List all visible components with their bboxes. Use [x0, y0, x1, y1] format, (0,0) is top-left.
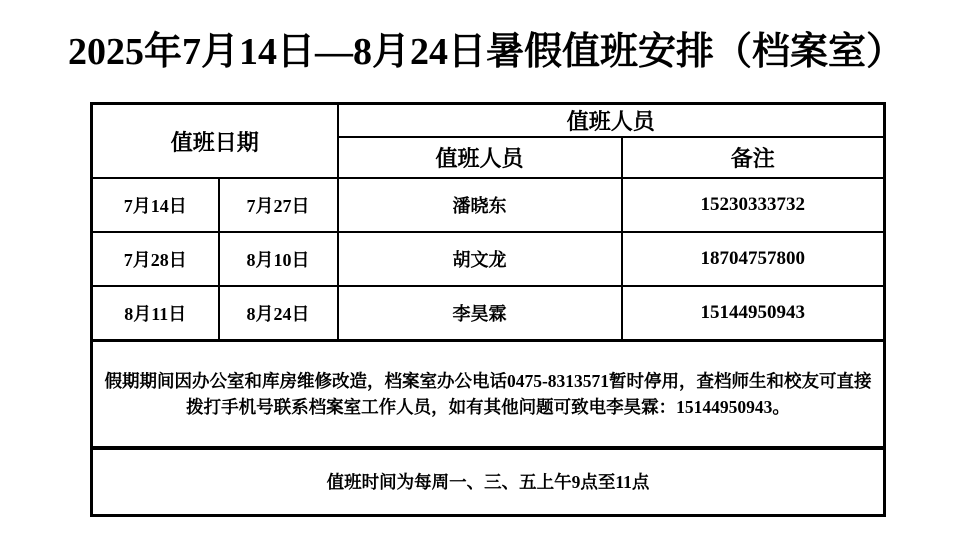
holiday-notice-line-2: 拨打手机号联系档案室工作人员，如有其他问题可致电李昊霖：15144950943。 [186, 396, 790, 417]
duty-end-date: 8月24日 [219, 286, 338, 340]
header-duty-staff-group: 值班人员 [338, 104, 885, 138]
duty-person-phone: 15230333732 [622, 178, 885, 232]
duty-time-row [92, 448, 885, 516]
table-row [92, 286, 885, 340]
header-row-top [92, 104, 885, 138]
header-duty-date: 值班日期 [92, 104, 338, 179]
duty-person-name: 潘晓东 [338, 178, 622, 232]
header-remarks: 备注 [622, 137, 885, 178]
table-row [92, 178, 885, 232]
duty-start-date: 8月11日 [92, 286, 219, 340]
header-duty-staff: 值班人员 [338, 137, 622, 178]
holiday-notice-row [92, 340, 885, 448]
duty-time-note: 值班时间为每周一、三、五上午9点至11点 [92, 448, 885, 516]
duty-schedule-table [90, 102, 886, 517]
holiday-notice-line-1: 假期期间因办公室和库房维修改造，档案室办公电话0475-8313571暂时停用，查档师生和校友可直接 [104, 370, 872, 391]
duty-person-phone: 18704757800 [622, 232, 885, 286]
duty-person-name: 胡文龙 [338, 232, 622, 286]
duty-end-date: 7月27日 [219, 178, 338, 232]
duty-person-phone: 15144950943 [622, 286, 885, 340]
duty-person-name: 李昊霖 [338, 286, 622, 340]
page-title: 2025年7月14日—8月24日暑假值班安排（档案室） [67, 31, 904, 73]
holiday-notice-cell [92, 340, 885, 448]
duty-start-date: 7月14日 [92, 178, 219, 232]
duty-end-date: 8月10日 [219, 232, 338, 286]
duty-start-date: 7月28日 [92, 232, 219, 286]
table-row [92, 232, 885, 286]
